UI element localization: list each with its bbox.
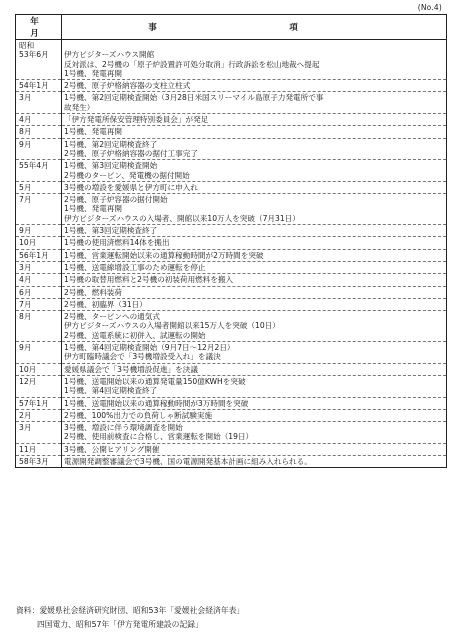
chronology-row	[16, 160, 447, 182]
row-date	[16, 455, 62, 467]
row-date	[16, 114, 62, 126]
chronology-rows	[16, 40, 447, 468]
row-events	[62, 92, 447, 114]
row-date	[16, 311, 62, 342]
date-text: 10月	[19, 238, 37, 248]
chronology-row	[16, 225, 447, 237]
event-line: 伊方ビジターズハウス開館	[64, 50, 155, 60]
event-line: 1号機、第3回定期検査開始	[64, 161, 158, 171]
date-text: 3月	[19, 262, 32, 272]
date-text: 6月	[19, 287, 32, 297]
row-date	[16, 249, 62, 261]
event-line: 3号機の増設を愛媛県と伊方町に申入れ	[64, 182, 198, 192]
event-line: 1号機、第2回定期検査開始（3月28日米国スリーマイル島原子力発電所で事	[64, 93, 324, 103]
date-text: 3月	[19, 93, 32, 103]
row-events	[62, 261, 447, 273]
chronology-row	[16, 455, 447, 467]
row-events	[62, 443, 447, 455]
event-line: 2号機、100%出力での負荷しゃ断試験実施	[64, 410, 213, 420]
date-text: 54年1月	[19, 81, 49, 91]
event-line: 故発生）	[64, 102, 95, 112]
row-events	[62, 311, 447, 342]
row-events	[62, 455, 447, 467]
event-line: 1号機、第2回定期検査終了	[64, 139, 158, 149]
date-text: 7月	[19, 195, 32, 205]
date-text: 5月	[19, 182, 32, 192]
event-line: 2号機、燃料装荷	[64, 287, 122, 297]
date-text: 10月	[19, 364, 37, 374]
row-date	[16, 126, 62, 138]
event-line: 1号機、第4回定期検査終了	[64, 386, 158, 396]
chronology-row	[16, 443, 447, 455]
row-events	[62, 237, 447, 249]
event-line: 伊方ビジターズハウスの入場者、開館以来10万人を突破（7月31日）	[64, 213, 300, 223]
event-line: 1号機、発電再開	[64, 68, 122, 78]
event-line: 1号機、第4回定期検査開始（9月7日～12月2日）	[64, 343, 235, 353]
date-text: 8月	[19, 312, 32, 322]
date-text: 9月	[19, 226, 32, 236]
row-events	[62, 114, 447, 126]
event-line: 1号機、送電線增設工事のため運転を停止	[64, 262, 206, 272]
date-text: 9月	[19, 343, 32, 353]
row-date	[16, 298, 62, 310]
row-events	[62, 409, 447, 421]
chronology-row	[16, 249, 447, 261]
row-date	[16, 261, 62, 273]
row-events	[62, 274, 447, 286]
chronology-row	[16, 40, 447, 80]
event-line: 「伊方発電所保安管理特別委員会」が発足	[64, 115, 209, 125]
row-date	[16, 443, 62, 455]
row-events	[62, 138, 447, 160]
row-events	[62, 375, 447, 397]
row-date	[16, 342, 62, 364]
row-events	[62, 298, 447, 310]
chronology-row	[16, 286, 447, 298]
chronology-row	[16, 363, 447, 375]
date-text: 4月	[19, 115, 32, 125]
event-line: 伊方町臨時議会で「3号機増設受入れ」を議決	[64, 352, 221, 362]
chronology-row	[16, 342, 447, 364]
event-line: 愛媛県議会で「3号機増設促進」を決議	[64, 364, 198, 374]
chronology-row	[16, 298, 447, 310]
date-text: 2月	[19, 410, 32, 420]
page-number: (No.4)	[417, 3, 442, 12]
date-text: 3月	[19, 423, 32, 433]
chronology-row	[16, 397, 447, 409]
event-line: 2号機、初臨界（31日）	[64, 299, 147, 309]
row-events	[62, 422, 447, 444]
row-date	[16, 375, 62, 397]
chronology-row	[16, 409, 447, 421]
date-text: 55年4月	[19, 161, 49, 171]
chronology-row	[16, 181, 447, 193]
chronology-row	[16, 274, 447, 286]
date-text: 56年1月	[19, 250, 49, 260]
date-column-header: 年 月	[16, 15, 62, 40]
row-date	[16, 181, 62, 193]
row-date	[16, 274, 62, 286]
chronology-row	[16, 92, 447, 114]
row-date	[16, 138, 62, 160]
chronology-row	[16, 237, 447, 249]
row-date	[16, 225, 62, 237]
chronology-row	[16, 375, 447, 397]
event-line: 1号機、送電開始以来の通算発電量150億KWHを突破	[64, 376, 246, 386]
row-date	[16, 286, 62, 298]
row-date	[16, 80, 62, 92]
row-events	[62, 225, 447, 237]
row-events	[62, 80, 447, 92]
event-line: 1号機、送電開始以来の通算稼動時間が3万時間を突破	[64, 398, 249, 408]
event-line: 1号機、発電再開	[64, 204, 122, 214]
event-line: 2号機、原子炉格納容器の支柱立柱式	[64, 81, 191, 91]
row-events	[62, 126, 447, 138]
date-text: 57年1月	[19, 398, 49, 408]
event-line: 1号機の使用済燃料14体を搬出	[64, 238, 170, 248]
chronology-row	[16, 311, 447, 342]
date-text: 4月	[19, 275, 32, 285]
chronology-table	[15, 14, 447, 468]
event-line: 1号機の取替用燃料と2号機の初装荷用燃料を搬入	[64, 275, 234, 285]
event-line: 1号機、営業運転開始以来の通算稼動時間が2万時間を突破	[64, 250, 264, 260]
date-text: 7月	[19, 299, 32, 309]
row-spacer	[64, 41, 444, 50]
event-line: 2号機、原子炉容器の据付開始	[64, 195, 168, 205]
date-text: 11月	[19, 444, 37, 454]
chronology-row	[16, 138, 447, 160]
event-line: 2号機、使用前検査に合格し、営業運転を開始（19日）	[64, 432, 254, 442]
chronology-row	[16, 80, 447, 92]
row-date	[16, 160, 62, 182]
chronology-row	[16, 422, 447, 444]
event-line: 2号機、タービンへの通気式	[64, 312, 160, 322]
chronology-row	[16, 126, 447, 138]
event-line: 1号機、第3回定期検査終了	[64, 226, 158, 236]
event-column-header: 事 項	[62, 15, 447, 40]
row-date	[16, 194, 62, 225]
event-line: 1号機、発電再開	[64, 127, 122, 137]
event-line: 伊方ビジターズハウスの入場者開館以来15万人を突破（10日）	[64, 321, 280, 331]
row-date	[16, 237, 62, 249]
row-date	[16, 409, 62, 421]
row-events	[62, 342, 447, 364]
date-text: 53年6月	[19, 50, 49, 60]
row-events	[62, 363, 447, 375]
row-events	[62, 397, 447, 409]
row-events	[62, 181, 447, 193]
row-date	[16, 422, 62, 444]
sources	[16, 604, 446, 632]
source-line: 四国電力、昭和57年「伊方発電所建設の記録」	[37, 620, 203, 629]
event-line: 3号機、公開ヒアリング開催	[64, 444, 160, 454]
event-line: 2号機、送電系統に初併入、試運転の開始	[64, 330, 206, 340]
row-events	[62, 286, 447, 298]
row-date	[16, 92, 62, 114]
source-line: 資料：愛媛県社会経済研究財団、昭和53年「愛媛社会経済年表」	[16, 606, 245, 615]
chronology-row	[16, 114, 447, 126]
row-date	[16, 397, 62, 409]
event-line: 2号機のタービン、発電機の据付開始	[64, 170, 190, 180]
date-text: 昭和	[19, 41, 35, 50]
row-events	[62, 194, 447, 225]
date-text: 58年3月	[19, 456, 49, 466]
date-text: 8月	[19, 127, 32, 137]
table-header-row	[16, 15, 447, 40]
chronology-row	[16, 261, 447, 273]
row-events	[62, 160, 447, 182]
event-line: 2号機、原子炉格納容器の据付工事完了	[64, 148, 198, 158]
row-date	[16, 40, 62, 80]
chronology-row	[16, 194, 447, 225]
row-events	[62, 249, 447, 261]
date-text: 12月	[19, 376, 37, 386]
event-line: 電源開発調整審議会で3号機、国の電源開発基本計画に組み入れられる。	[64, 456, 312, 466]
date-text: 9月	[19, 139, 32, 149]
row-date	[16, 363, 62, 375]
row-events	[62, 40, 447, 80]
event-line: 3号機、増設に伴う環境調査を開始	[64, 423, 183, 433]
event-line: 反対派は、2号機の「原子炉設置許可処分取消」行政訴訟を松山地裁へ提起	[64, 59, 320, 69]
